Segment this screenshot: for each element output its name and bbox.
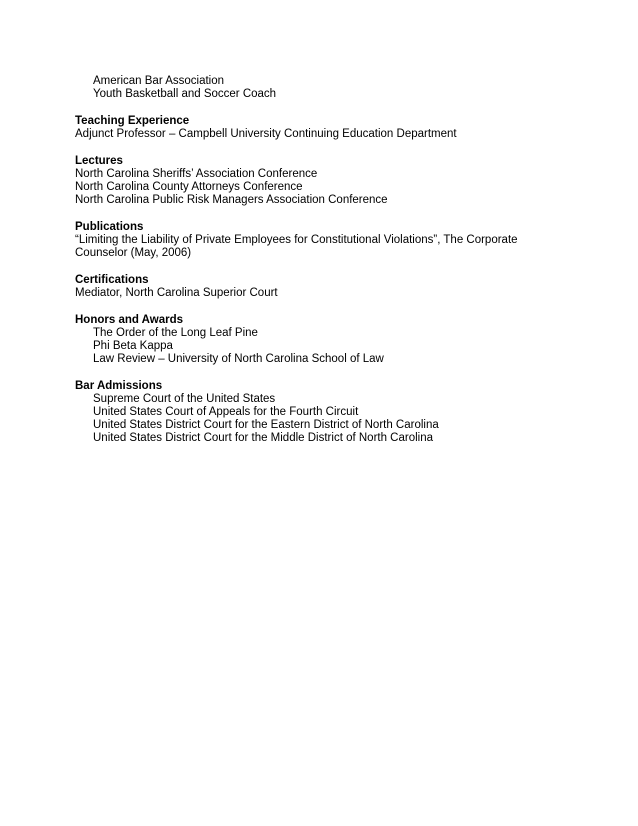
honor-item: The Order of the Long Leaf Pine [93,327,258,339]
bar-admission-item: United States Court of Appeals for the Fourth Circuit [93,406,359,418]
lectures-section [75,155,575,207]
publication-item: “Limiting the Liability of Private Employees for Constitutional Violations”, The Corporate Counselor (May, 2006) [75,234,518,259]
certification-item: Mediator, North Carolina Superior Court [75,287,278,299]
honors-heading: Honors and Awards [75,314,183,326]
teaching-item: Adjunct Professor – Campbell University Continuing Education Department [75,128,457,140]
publications-heading: Publications [75,221,144,233]
bar-admission-item: Supreme Court of the United States [93,393,276,405]
lecture-item: North Carolina Sheriffs’ Association Conference [75,168,318,180]
certifications-heading: Certifications [75,274,149,286]
membership-item: American Bar Association [93,75,225,87]
certifications-section [75,274,575,300]
lecture-item: North Carolina Public Risk Managers Association Conference [75,194,388,206]
bar-admissions-heading: Bar Admissions [75,380,163,392]
bar-admission-item: United States District Court for the Eastern District of North Carolina [93,419,439,431]
teaching-heading: Teaching Experience [75,115,190,127]
bar-admissions-section [75,380,575,445]
teaching-section [75,115,575,141]
bar-admission-item: United States District Court for the Middle District of North Carolina [93,432,434,444]
lecture-item: North Carolina County Attorneys Conference [75,181,303,193]
memberships-section [75,75,575,101]
lectures-heading: Lectures [75,155,123,167]
honor-item: Phi Beta Kappa [93,340,173,352]
resume-page [75,75,575,445]
honors-section [75,314,575,366]
publications-section [75,221,575,260]
membership-item: Youth Basketball and Soccer Coach [93,88,277,100]
honor-item: Law Review – University of North Carolina School of Law [93,353,384,365]
